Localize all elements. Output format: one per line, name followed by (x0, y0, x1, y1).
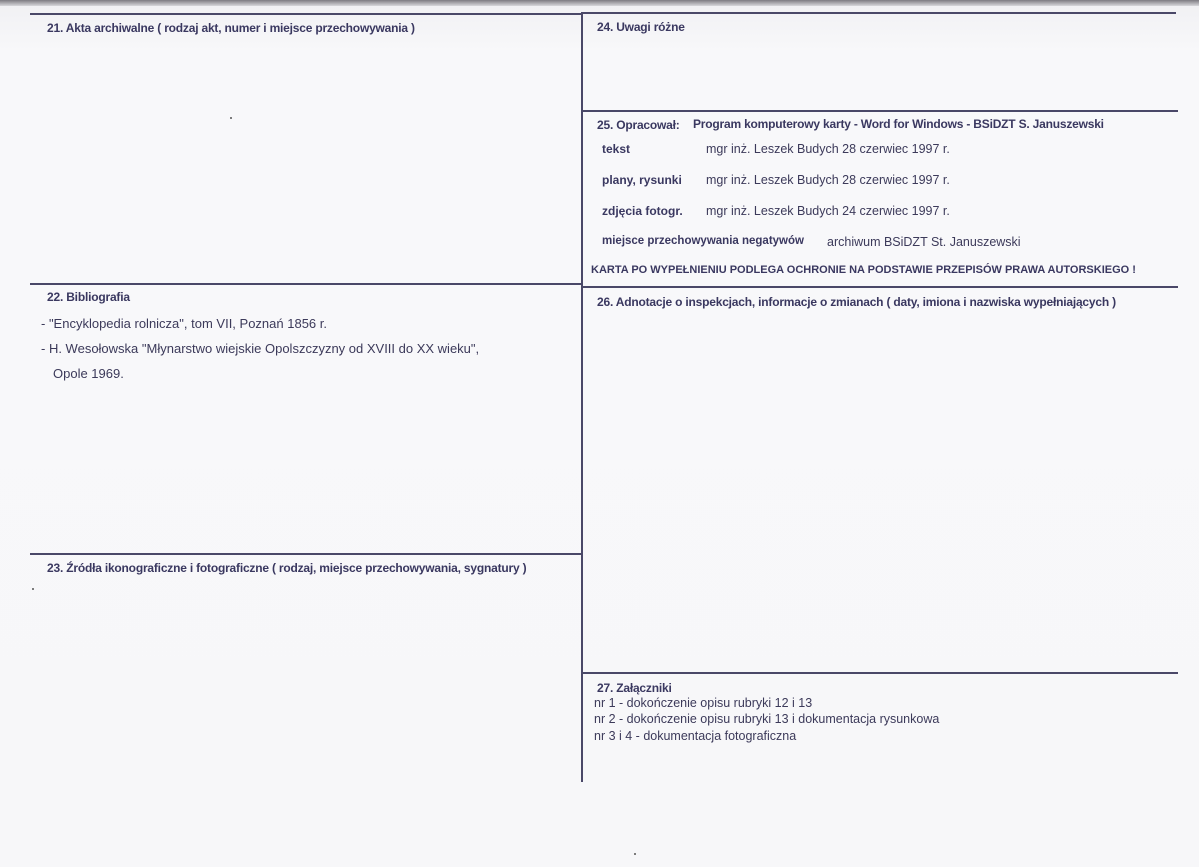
author-row-value: mgr inż. Leszek Budych 28 czerwiec 1997 r. (706, 173, 950, 187)
attachment-line: nr 2 - dokończenie opisu rubryki 13 i dokumentacja rysunkowa (594, 712, 940, 726)
bibliography-line-1: - "Encyklopedia rolnicza", tom VII, Poznań 1856 r. (41, 316, 327, 331)
speck (32, 588, 34, 590)
rule-21-22 (30, 283, 582, 285)
attachment-line: nr 3 i 4 - dokumentacja fotograficzna (594, 729, 797, 743)
bibliography-line-3: Opole 1969. (53, 366, 124, 381)
copyright-notice: KARTA PO WYPEŁNIENIU PODLEGA OCHRONIE NA PODSTAWIE PRZEPISÓW PRAWA AUTORSKIEGO ! (591, 264, 1136, 276)
section-26-header: 26. Adnotacje o inspekcjach, informacje o zmianach ( daty, imiona i nazwiska wypełniających ) (597, 295, 1116, 309)
bibliography-line-2: - H. Wesołowska "Młynarstwo wiejskie Opolszczyzny od XVIII do XX wieku", (41, 341, 480, 356)
author-row-label: tekst (602, 142, 631, 156)
section-24-header: 24. Uwagi różne (597, 20, 685, 34)
speck (634, 853, 636, 855)
section-23-header: 23. Źródła ikonograficzne i fotograficzne ( rodzaj, miejsce przechowywania, sygnatury ) (47, 561, 527, 575)
column-divider (581, 12, 583, 782)
speck (230, 117, 232, 119)
author-row-label: plany, rysunki (602, 173, 682, 187)
top-rule-left (30, 13, 582, 15)
program-info: Program komputerowy karty - Word for Windows - BSiDZT S. Januszewski (693, 117, 1104, 131)
attachment-line: nr 1 - dokończenie opisu rubryki 12 i 13 (594, 696, 813, 710)
top-rule-right (582, 12, 1176, 14)
card-top-edge (0, 0, 1199, 6)
rule-24-25 (582, 110, 1178, 112)
section-22-header: 22. Bibliografia (47, 290, 130, 304)
section-21-header: 21. Akta archiwalne ( rodzaj akt, numer i miejsce przechowywania ) (47, 21, 415, 35)
negatives-label: miejsce przechowywania negatywów (602, 235, 804, 247)
negatives-value: archiwum BSiDZT St. Januszewski (827, 235, 1021, 249)
section-25-header: 25. Opracował: (597, 118, 680, 132)
section-27-header: 27. Załączniki (597, 681, 672, 695)
author-row-value: mgr inż. Leszek Budych 24 czerwiec 1997 r. (706, 204, 950, 218)
author-row-value: mgr inż. Leszek Budych 28 czerwiec 1997 r. (706, 142, 950, 156)
rule-25-26 (582, 286, 1178, 288)
rule-22-23 (30, 553, 582, 555)
rule-26-27 (582, 672, 1178, 674)
author-row-label: zdjęcia fotogr. (602, 204, 683, 218)
